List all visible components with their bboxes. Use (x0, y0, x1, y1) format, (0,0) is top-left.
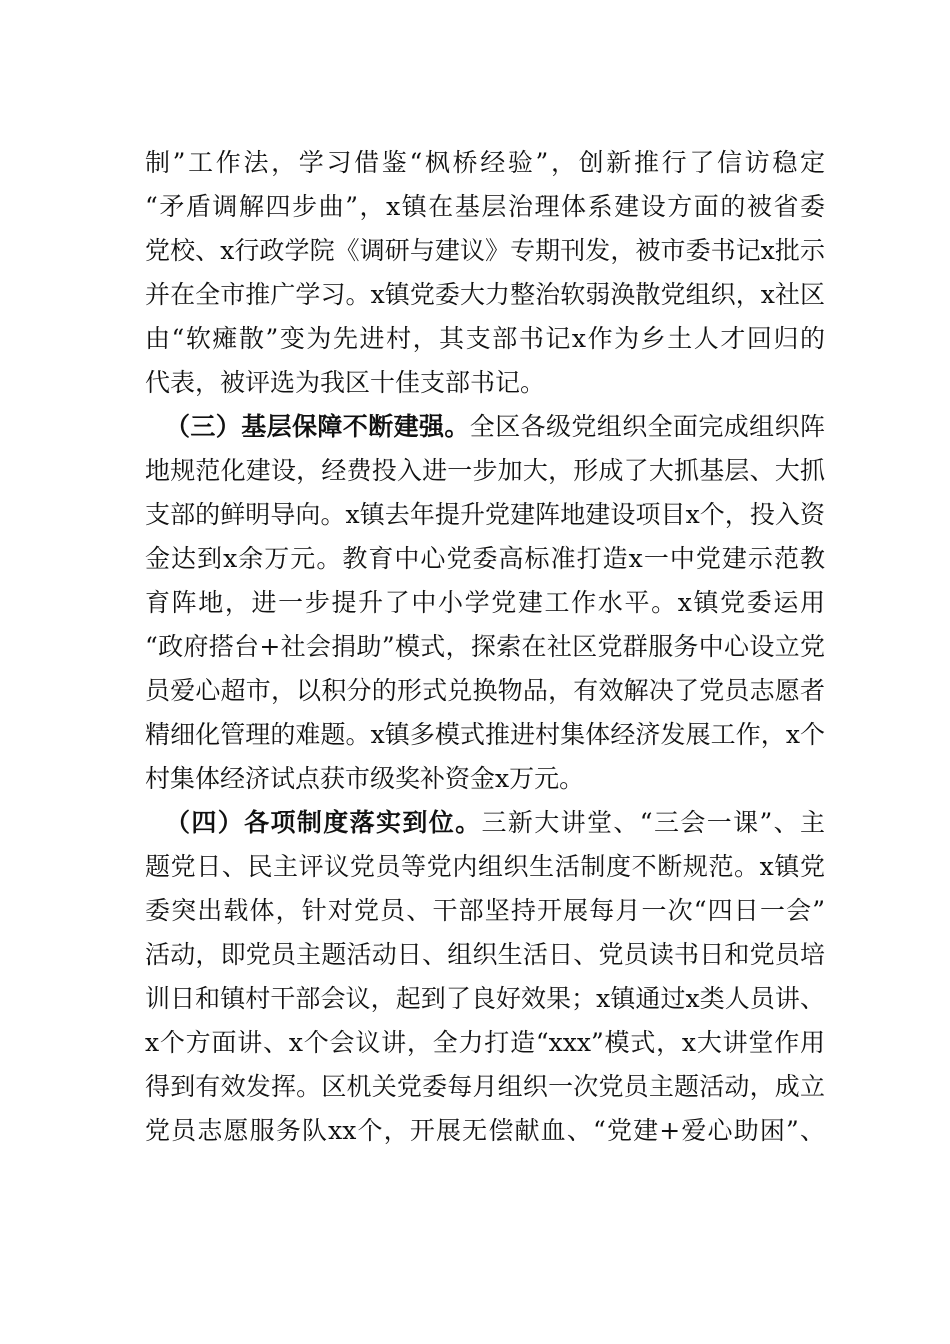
paragraph-first-line (145, 801, 825, 845)
text-line: “矛盾调解四步曲”，x镇在基层治理体系建设方面的被省委 (145, 192, 825, 221)
text-line: 并在全市推广学习。x镇党委大力整治软弱涣散党组织，x社区 (145, 280, 825, 309)
text-line: “政府搭台+社会捐助”模式，探索在社区党群服务中心设立党 (145, 632, 825, 661)
text-line: 金达到x余万元。教育中心党委高标准打造x一中党建示范教 (145, 544, 825, 573)
text-run: 三新大讲堂、“三会一课”、主 (481, 808, 825, 837)
paragraph-3 (145, 801, 825, 1153)
text-line: 由“软瘫散”变为先进村，其支部书记x作为乡土人才回归的 (145, 324, 825, 353)
text-line: 村集体经济试点获市级奖补资金x万元。 (145, 764, 585, 793)
text-line: x个方面讲、x个会议讲，全力打造“xxx”模式，x大讲堂作用 (145, 1028, 825, 1057)
text-line: 地规范化建设，经费投入进一步加大，形成了大抓基层、大抓 (145, 456, 825, 485)
text-line: 训日和镇村干部会议，起到了良好效果；x镇通过x类人员讲、 (145, 984, 825, 1013)
section-heading: （四）各项制度落实到位。 (165, 808, 482, 837)
text-line: 活动，即党员主题活动日、组织生活日、党员读书日和党员培 (145, 940, 825, 969)
paragraph-first-line (145, 405, 825, 449)
text-line: 委突出载体，针对党员、干部坚持开展每月一次“四日一会” (145, 896, 825, 925)
text-line: 得到有效发挥。区机关党委每月组织一次党员主题活动，成立 (145, 1072, 825, 1101)
text-line: 育阵地，进一步提升了中小学党建工作水平。x镇党委运用 (145, 588, 825, 617)
section-heading: （三）基层保障不断建强。 (165, 412, 470, 441)
text-line: 题党日、民主评议党员等党内组织生活制度不断规范。x镇党 (145, 852, 825, 881)
text-line: 党校、x行政学院《调研与建议》专期刊发，被市委书记x批示 (145, 236, 825, 265)
paragraph-1 (145, 141, 825, 405)
text-line: 支部的鲜明导向。x镇去年提升党建阵地建设项目x个，投入资 (145, 500, 825, 529)
text-line: 党员志愿服务队xx个，开展无偿献血、“党建+爱心助困”、 (145, 1116, 825, 1145)
text-run: 全区各级党组织全面完成组织阵 (469, 412, 825, 441)
text-line: 制”工作法，学习借鉴“枫桥经验”，创新推行了信访稳定 (145, 148, 825, 177)
paragraph-2 (145, 405, 825, 801)
document-body (145, 141, 825, 1153)
text-line: 精细化管理的难题。x镇多模式推进村集体经济发展工作，x个 (145, 720, 825, 749)
text-line: 员爱心超市，以积分的形式兑换物品，有效解决了党员志愿者 (145, 676, 825, 705)
text-line: 代表，被评选为我区十佳支部书记。 (145, 368, 546, 397)
